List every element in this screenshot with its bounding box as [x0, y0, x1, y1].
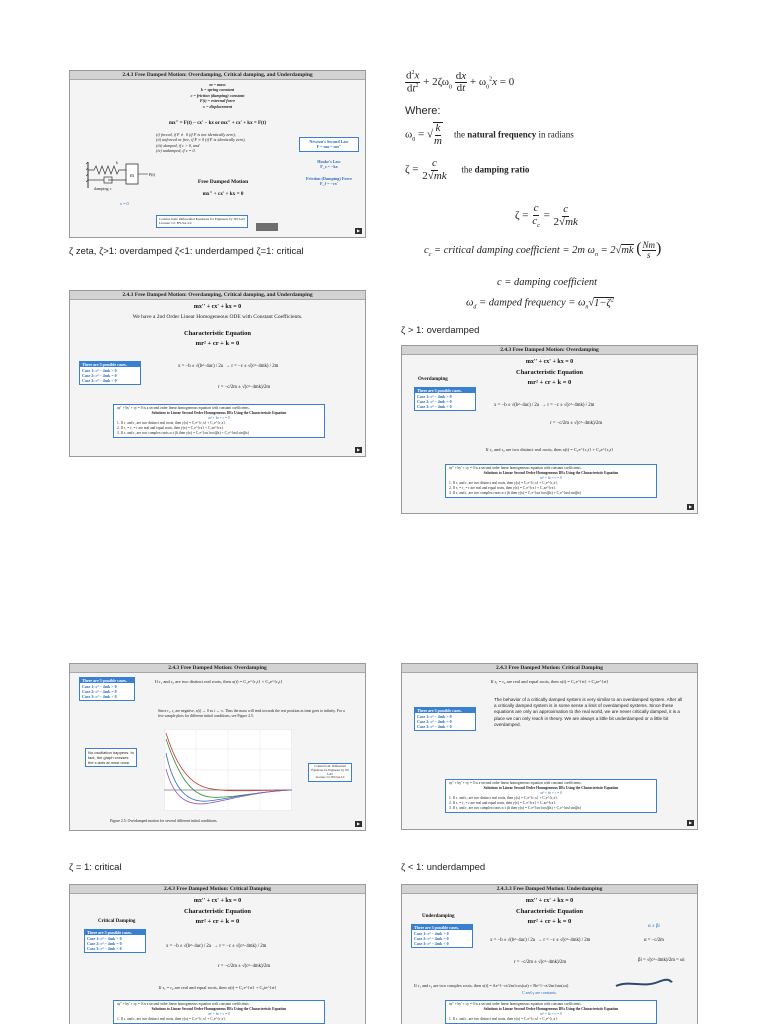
friction-eq: F_f = −cx'	[319, 181, 339, 187]
slide-title: 2.4.3 Free Damped Motion: Overdamping	[402, 346, 697, 355]
sol-case-1: 1. If r₁ and r₂ are two distinct real roots, then y(x) = C₁e^{r₁x} + C₂e^{r₂x}.	[117, 421, 226, 425]
slide-critical-damping	[69, 884, 366, 1024]
def-displacement: x = displacement	[202, 103, 233, 109]
def-spring: k = spring constant	[200, 87, 235, 93]
root-split-formula: r = −c/2m ± √(c²−4mk)/2m	[550, 421, 603, 426]
case-unforced: (ii) unforced or free, if F ≡ 0 (if F is identically zero),	[156, 137, 246, 143]
case-3: Case 3: c² − 4mk < 0	[417, 404, 452, 409]
solutions-box	[445, 779, 657, 813]
case-2: Case 2: c² − 4mk = 0	[82, 689, 117, 694]
equation-top: mx'' + cx' + kx = 0	[525, 898, 574, 904]
char-eq-heading: Characteristic Equation	[516, 908, 583, 915]
case-2: Case 2: c² − 4mk = 0	[414, 936, 449, 941]
cases-box	[414, 707, 476, 731]
char-eq-heading: Characteristic Equation	[184, 330, 251, 337]
sol-chareq: ar² + br + c = 0	[540, 791, 562, 795]
case-2: Case 2: c² − 4mk = 0	[87, 941, 122, 946]
beta-formula: βi = √(c²−4mk)/2m = ωi	[638, 958, 685, 963]
sol-title: Solutions to Linear Second Order Homogeneous DEs Using the Characteristic Equation	[483, 1007, 619, 1011]
ink-scribble-annotation	[614, 978, 674, 990]
case-3: Case 3: c² − 4mk < 0	[82, 694, 117, 699]
damped-ode-equation: $\frac{d^2x}{dt^2}$ + $2\zeta\omega_0$ $\frac{dx}{dt}$ + $\omega_0^2x = 0$	[406, 69, 515, 95]
sol-intro: ay'' + by' + cy = 0 is a second order linear homogeneous equation with constant coefficients.	[449, 1002, 582, 1006]
case-3: Case 3: c² − 4mk < 0	[87, 946, 122, 951]
sol-chareq: ar² + br + c = 0	[208, 1012, 230, 1016]
sol-intro: ay'' + by' + cy = 0 is a second order linear homogeneous equation with constant coefficients.	[449, 781, 582, 785]
overdamped-motion-plot	[164, 729, 292, 811]
sol-case-1: 1. If r₁ and r₂ are two distinct real roots, then y(x) = C₁e^{r₁x} + C₂e^{r₂x}.	[449, 1017, 558, 1021]
equal-roots-line: If r₁ = r₂ are real and equal roots, then x(t) = C₁e^{rt} + C₂te^{rt}	[158, 985, 277, 990]
equal-roots-line: If r₁ = r₂ are real and equal roots, then x(t) = C₁e^{rt} + C₂te^{rt}	[490, 679, 609, 684]
case-2: Case 2: c² − 4mk = 0	[417, 399, 452, 404]
hooke-eq: F_s = −kx	[320, 164, 338, 170]
def-force: F(t) = external force	[199, 98, 236, 104]
cc-license-badge	[256, 223, 278, 231]
case-1: Case 1: c² − 4mk > 0	[417, 394, 452, 399]
quadratic-formula: x = −b ± √(b²−4ac) / 2a → r = −c ± √(c²−4mk) / 2m	[178, 364, 279, 369]
cases-header: There are 3 possible cases.	[80, 678, 134, 683]
critical-damping-coefficient-row: $c_c$ = critical damping coefficient = 2m $\omega_n = 2√mk$ ( $\frac{Nm}{s}$ )	[424, 239, 662, 261]
slide-characteristic-equation	[69, 290, 366, 457]
ode-description: We have a 2nd Order Linear Homogeneous ODE with Constant Coefficients.	[132, 314, 303, 320]
equation-top: mx'' + cx' + kx = 0	[193, 304, 242, 310]
slide-title: 2.4.3 Free Damped Motion: Critical Damping	[70, 885, 365, 894]
critical-caption: ζ = 1: critical	[69, 862, 122, 873]
x-zero-label: x = 0	[120, 201, 129, 206]
solutions-box	[113, 404, 325, 438]
char-eq-heading: Characteristic Equation	[516, 369, 583, 376]
damping-coefficient-row: c = damping coefficient	[497, 277, 598, 288]
friction-label: Friction (Damping) Force	[306, 176, 352, 181]
case-list	[156, 132, 246, 154]
sol-case-1: 1. If r₁ and r₂ are two distinct real roots, then y(x) = C₁e^{r₁x} + C₂e^{r₂x}.	[449, 796, 558, 800]
slide-nav-button[interactable]: ▶	[356, 228, 361, 233]
quadratic-formula: x = −b ± √(b²−4ac) / 2a → r = −c ± √(c²−4mk) / 2m	[166, 944, 267, 949]
zeta-desc-bold: damping ratio	[474, 164, 530, 175]
free-damped-heading: Free Damped Motion	[197, 179, 249, 185]
distinct-roots-line: If r₁ and r₂ are two distinct real roots, then x(t) = C₁e^{r₁t} + C₂e^{r₂t}	[155, 679, 283, 684]
case-damped: (iii) damped, if c > 0, and	[156, 142, 200, 148]
damping-ratio-row: ζ = $\frac{c}{2√mk}$ the damping ratio	[405, 157, 530, 182]
sol-case-3: 3. If r₁ and r₂ are two complex roots α ± βi then y(x) = C₁e^{αx}cos(βx) + C₂e^{αx}sin(βx)	[449, 491, 581, 495]
sol-chareq: ar² + br + c = 0	[208, 416, 230, 420]
hooke-law-block	[299, 159, 359, 170]
attribution-box	[156, 215, 248, 228]
figure-caption: Figure 2.5: Overdamped motion for several different initial conditions.	[110, 819, 218, 823]
svg-text:k: k	[116, 160, 118, 165]
spring-mass-damper-diagram	[86, 158, 166, 198]
sol-case-3: 3. If r₁ and r₂ are two complex roots α ± βi then y(x) = C₁e^{αx}cos(βx) + C₂e^{αx}sin(βx)	[117, 431, 249, 435]
slide-title: 2.4.3 Free Damped Motion: Overdamping, Critical damping, and Underdamping	[70, 291, 365, 300]
slide-underdamping	[401, 884, 698, 1024]
cases-header: There are 3 possible cases.	[412, 925, 472, 930]
main-equation: mx'' = F(t) − cx' − kx or mx'' + cx' + kx = F(t)	[169, 121, 266, 126]
case-1: Case 1: c² − 4mk > 0	[82, 684, 117, 689]
omega-desc-bold: natural frequency	[467, 129, 537, 140]
sol-case-2: 2. If r₁ = r₂ = r are real and equal roots, then y(x) = C₁e^{rx} + C₂xe^{rx}.	[449, 801, 557, 805]
svg-text:F(t): F(t)	[149, 172, 155, 177]
no-oscillation-note: No oscillation happens. In fact, the graph crosses the x-axis at most once.	[85, 748, 137, 767]
root-split-formula: r = −c/2m ± √(c²−4mk)/2m	[514, 960, 567, 965]
natural-frequency-row: $\omega_0$ = √ $\frac{k}{m}$ the natural frequency in radians	[405, 122, 574, 147]
overdamping-label: Overdamping	[418, 377, 448, 382]
slide-nav-button[interactable]: ▶	[688, 504, 693, 509]
sol-title: Solutions to Linear Second Order Homogeneous DEs Using the Characteristic Equation	[151, 411, 287, 415]
underdamped-caption: ζ < 1: underdamped	[401, 862, 486, 873]
char-eq-heading: Characteristic Equation	[184, 908, 251, 915]
def-mass: m = mass	[209, 82, 226, 87]
char-eq: mr² + cr + k = 0	[527, 379, 572, 386]
case-undamped: (iv) undamped, if c = 0.	[156, 148, 196, 154]
attribution-box	[308, 763, 352, 782]
constants-note: C and γ are constants.	[522, 990, 557, 995]
svg-text:m: m	[130, 174, 134, 179]
zeta-caption: ζ zeta, ζ>1: overdamped ζ<1: underdamped ζ=1: critical	[69, 246, 304, 257]
case-1: Case 1: c² − 4mk > 0	[417, 714, 452, 719]
equation-top: mx'' + cx' + kx = 0	[525, 359, 574, 365]
case-3: Case 3: c² − 4mk < 0	[82, 378, 117, 383]
hooke-label: Hooke's Law	[317, 159, 341, 164]
content-source: Content from: Differential Equations for Engineers by Jiří Lebl	[159, 217, 245, 221]
underdamping-label: Underdamping	[422, 914, 455, 919]
omega-desc-post: in radians	[538, 129, 574, 140]
sol-case-3: 3. If r₁ and r₂ are two complex roots α ± βi then y(x) = C₁e^{αx}cos(βx) + C₂e^{αx}sin(βx)	[449, 806, 581, 810]
sol-intro: ay'' + by' + cy = 0 is a second order linear homogeneous equation with constant coefficients.	[117, 1002, 250, 1006]
sol-intro: ay'' + by' + cy = 0 is a second order linear homogeneous equation with constant coefficients.	[449, 466, 582, 470]
quadratic-formula: x = −b ± √(b²−4ac) / 2a → r = −c ± √(c²−4mk) / 2m	[490, 938, 591, 943]
case-3: Case 3: c² − 4mk < 0	[414, 941, 449, 946]
overdamped-caption: ζ > 1: overdamped	[401, 325, 480, 336]
sol-intro: ay'' + by' + cy = 0 is a second order linear homogeneous equation with constant coefficients.	[117, 406, 250, 410]
sol-case-2: 2. If r₁ = r₂ = r are real and equal roots, then y(x) = C₁e^{rx} + C₂xe^{rx}.	[117, 426, 225, 430]
zeta-desc-pre: the	[461, 164, 473, 175]
cc-text: critical damping coefficient	[443, 245, 560, 256]
sol-case-1: 1. If r₁ and r₂ are two distinct real roots, then y(x) = C₁e^{r₁x} + C₂e^{r₂x}.	[449, 481, 558, 485]
slide-title: 2.4.3 Free Damped Motion: Critical Damping	[402, 664, 697, 673]
sol-chareq: ar² + br + c = 0	[540, 476, 562, 480]
case-2: Case 2: c² − 4mk = 0	[417, 719, 452, 724]
slide-critical-damping-text	[401, 663, 698, 830]
case-1: Case 1: c² − 4mk > 0	[87, 936, 122, 941]
solutions-box	[445, 464, 657, 498]
cases-box	[84, 929, 146, 953]
friction-force-block	[299, 176, 359, 187]
wd-text: damped frequency	[488, 297, 566, 309]
cases-header: There are 3 possible cases.	[415, 388, 475, 393]
sol-title: Solutions to Linear Second Order Homogeneous DEs Using the Characteristic Equation	[483, 786, 619, 790]
cases-box	[79, 677, 135, 701]
char-eq: mr² + cr + k = 0	[195, 918, 240, 925]
newton-eq: F = ma = mx''	[316, 144, 342, 150]
damping-label: damping c	[94, 186, 112, 191]
case-2: Case 2: c² − 4mk = 0	[82, 373, 117, 378]
slide-nav-button[interactable]: ▶	[688, 820, 693, 825]
critical-damping-paragraph: The behavior of a critically damped system is very similar to an overdamped system. After all a critically damped system is in some sense a limit of overdamped systems. Since these equations are only an approximation to the real world, we are never critically damped, it is a place we can only reach in theory. We are always a little bit underdamped or a little bit overdamped.	[494, 697, 683, 727]
alpha-beta: α ± βi	[648, 924, 660, 929]
slide-title: 2.4.3 Free Damped Motion: Overdamping, Critical damping, and Underdamping	[70, 71, 365, 80]
slide-title: 2.4.3.3 Free Damped Motion: Underdamping	[402, 885, 697, 894]
char-eq: mr² + cr + k = 0	[195, 340, 240, 347]
solutions-box	[445, 1000, 657, 1024]
definitions-list	[70, 82, 365, 109]
def-friction: c = friction (damping) constant	[190, 92, 245, 98]
root-split-formula: r = −c/2m ± √(c²−4mk)/2m	[218, 385, 271, 390]
case-1: Case 1: c² − 4mk > 0	[82, 368, 117, 373]
cases-header: There are 3 possible cases.	[85, 930, 145, 935]
root-split-formula: r = −c/2m ± √(c²−4mk)/2m	[218, 964, 271, 969]
content-source: Content from: Differential Equations for Engineers by Jiří Lebl	[311, 764, 349, 776]
sol-title: Solutions to Linear Second Order Homogeneous DEs Using the Characteristic Equation	[151, 1007, 287, 1011]
char-eq: mr² + cr + k = 0	[527, 918, 572, 925]
free-damped-equation: mx'' + cx' + kx = 0	[202, 191, 244, 197]
where-label: Where:	[405, 105, 441, 117]
cases-header: There are 3 possible cases.	[415, 708, 475, 713]
overdamping-explanation: Since r₁, r₂ are negative, x(t) → 0 as t → ∞. Thus the mass will tend towards the rest position as time goes to infinity. For a few sample plots for different initial conditions, see Figure 2.5.	[158, 709, 345, 718]
solutions-box	[113, 1000, 325, 1024]
cases-header: There are 3 possible cases.	[80, 362, 140, 367]
sol-case-2: 2. If r₁ = r₂ = r are real and equal roots, then y(x) = C₁e^{rx} + C₂xe^{rx}.	[449, 486, 557, 490]
physics-laws-box	[299, 137, 359, 152]
sol-case-1: 1. If r₁ and r₂ are two distinct real roots, then y(x) = C₁e^{r₁x} + C₂e^{r₂x}.	[117, 1017, 226, 1021]
omega-desc-pre: the	[453, 129, 465, 140]
cases-box	[414, 387, 476, 411]
slide-nav-button[interactable]: ▶	[356, 821, 361, 826]
slide-overdamping	[401, 345, 698, 514]
case-3: Case 3: c² − 4mk < 0	[417, 724, 452, 729]
cases-box	[79, 361, 141, 385]
slide-nav-button[interactable]: ▶	[356, 447, 361, 452]
complex-roots-line: If r₁ and r₂ are two complex roots, then x(t) = Ae^{−ct/2m}cos(ωt) + Be^{−ct/2m}sin(ωt)	[414, 983, 569, 988]
case-1: Case 1: c² − 4mk > 0	[414, 931, 449, 936]
distinct-roots-line: If r₁ and r₂ are two distinct real roots, then x(t) = C₁e^{r₁t} + C₂e^{r₂t}	[485, 447, 614, 452]
slide-overdamping-plot	[69, 663, 366, 831]
license-text: License: CC BY-SA 4.0	[315, 775, 345, 780]
newton-label: Newton's Second Law	[309, 139, 349, 144]
equation-top: mx'' + cx' + kx = 0	[193, 898, 242, 904]
quadratic-formula: x = −b ± √(b²−4ac) / 2a → r = −c ± √(c²−4mk) / 2m	[494, 403, 595, 408]
damped-frequency-row: $\omega_d$ = damped frequency = $\omega_n√1-\zeta^2$	[466, 297, 614, 311]
slide-free-damped-motion-overview	[69, 70, 366, 238]
critical-damping-label: Critical Damping	[98, 919, 136, 924]
license-text: License: CC BY-SA 4.0	[159, 221, 192, 226]
zeta-ratio-equation: ζ = $\frac{c}{c_c}$ = $\frac{c}{2√mk}$	[515, 202, 578, 229]
sol-title: Solutions to Linear Second Order Homogeneous DEs Using the Characteristic Equation	[483, 471, 619, 475]
case-forced: (i) forced, if F ≢ 0 (if F is not identically zero),	[156, 132, 236, 137]
sol-chareq: ar² + br + c = 0	[540, 1012, 562, 1016]
cases-box	[411, 924, 473, 948]
slide-title: 2.4.3 Free Damped Motion: Overdamping	[70, 664, 365, 673]
alpha-formula: α = −c/2m	[644, 938, 664, 943]
